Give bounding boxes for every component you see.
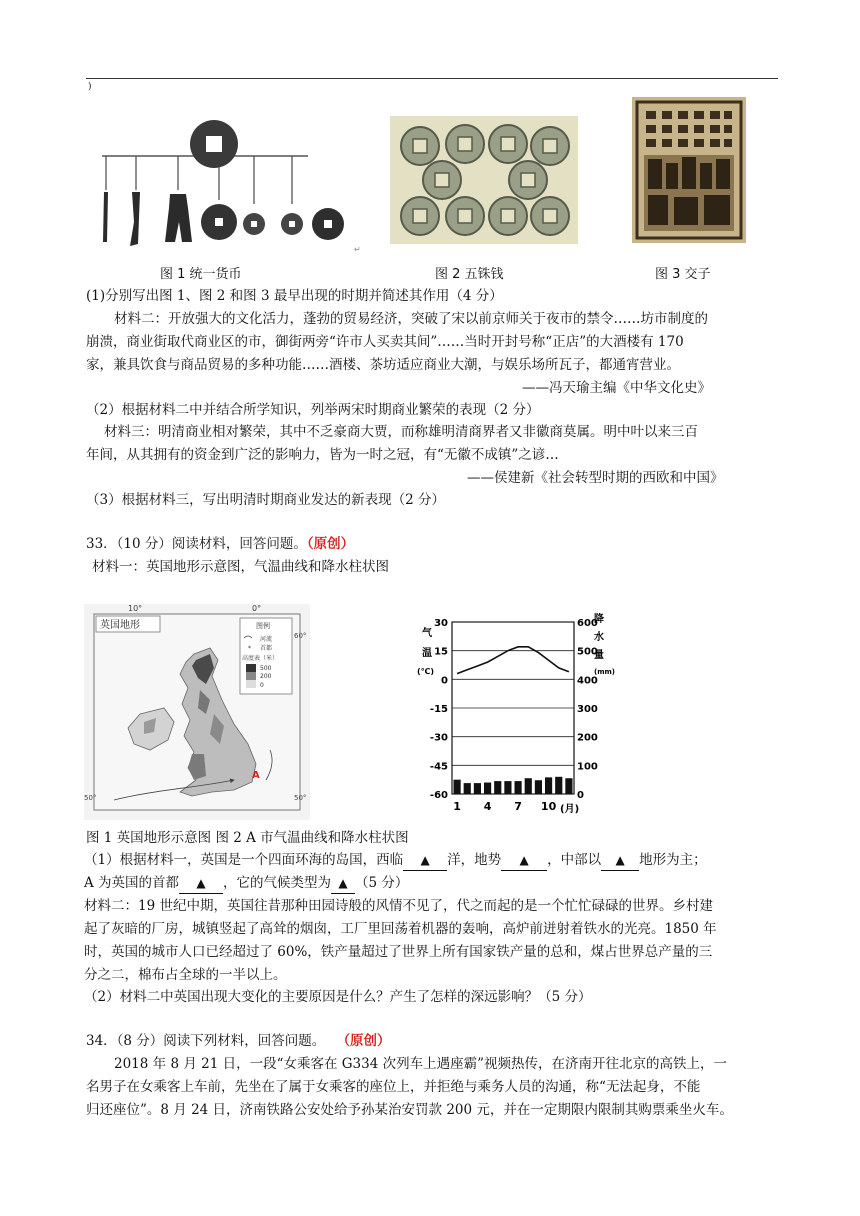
x-tick-label: 4 bbox=[483, 800, 492, 813]
svg-text:*: * bbox=[248, 645, 251, 652]
header-mark: ) bbox=[88, 82, 92, 92]
map-title: 英国地形 bbox=[100, 620, 140, 631]
right-axis-label-1: 降 bbox=[594, 614, 604, 625]
legend-500: 500 bbox=[260, 665, 272, 672]
legend-capital: 首都 bbox=[260, 645, 273, 652]
answer-blank-capital[interactable]: ▲ bbox=[179, 873, 223, 894]
left-tick-label: -15 bbox=[429, 704, 448, 715]
right-axis-label-2: 水 bbox=[594, 632, 604, 643]
x-tick-label: 1 bbox=[453, 800, 461, 813]
q33-heading-text: 33．（10 分）阅读材料，回答问题。 bbox=[86, 536, 307, 552]
q32-question-1: (1)分别写出图 1、图 2 和图 3 最早出现的时期并简述其作用（4 分） bbox=[86, 288, 503, 304]
left-tick-label: 15 bbox=[434, 646, 448, 658]
q33-q1-part-e: A 为英国的首都 bbox=[84, 875, 180, 891]
precip-bar bbox=[535, 780, 542, 794]
q32-material-3-source: ——侯建新《社会转型时期的西欧和中国》 bbox=[467, 470, 724, 486]
map-lat-50: 50° bbox=[84, 794, 97, 802]
right-tick-label: 0 bbox=[577, 790, 584, 801]
uk-map bbox=[84, 604, 310, 820]
precip-bar bbox=[454, 780, 461, 794]
precip-bar bbox=[484, 783, 491, 794]
answer-blank-terrain[interactable]: ▲ bbox=[501, 850, 547, 871]
q34-original-tag: （原创） bbox=[343, 1033, 391, 1049]
left-tick-label: -45 bbox=[429, 761, 448, 773]
precip-bar bbox=[474, 783, 481, 794]
map-lat-60: 60° bbox=[294, 632, 307, 640]
q34-paragraph-line-1: 2018 年 8 月 21 日，一段“女乘客在 G334 次列车上遇座霸”视频热传，在济南开往北京的高铁上，一 bbox=[114, 1056, 728, 1072]
q33-q1-part-d: 地形为主； bbox=[639, 852, 707, 868]
map-lon-0: 0° bbox=[252, 604, 262, 613]
header-rule bbox=[86, 78, 778, 79]
q34-paragraph-line-3: 归还座位”。8 月 24 日，济南铁路公安处给予孙某治安罚款 200 元，并在一定期限内限制其购票乘坐火车。 bbox=[86, 1102, 733, 1118]
right-tick-label: 400 bbox=[577, 675, 598, 687]
q32-material-2-line-1: 材料二：开放强大的文化活力，蓬勃的贸易经济，突破了宋以前京师关于夜市的禁令……坊市制度的 bbox=[114, 311, 708, 327]
q33-material-2-line-3: 时，英国的城市人口已经超过了 60%，铁产量超过了世界上所有国家铁产量的总和，煤占世界总产量的三 bbox=[84, 944, 713, 960]
x-tick-label: 7 bbox=[514, 800, 522, 813]
climate-chart bbox=[414, 608, 615, 820]
svg-text:50°: 50° bbox=[294, 794, 307, 802]
answer-blank-ocean[interactable]: ▲ bbox=[403, 850, 447, 871]
q32-question-2: （2）根据材料二中并结合所学知识，列举两宋时期商业繁荣的表现（2 分） bbox=[86, 402, 540, 418]
right-tick-label: 300 bbox=[577, 704, 598, 715]
precip-bar bbox=[494, 781, 501, 794]
q34-heading-text: 34．（8 分）阅读下列材料，回答问题。 bbox=[86, 1033, 326, 1049]
figure-1-caption: 图 1 统一货币 bbox=[160, 267, 242, 282]
q32-material-2-line-2: 崩溃，商业街取代商业区的市，御街两旁“许市人买卖其间”……当时开封号称“正店”的大酒楼有 170 bbox=[86, 334, 684, 350]
q33-material-2-line-1: 材料二：19 世纪中期，英国往昔那种田园诗般的风情不见了，代之而起的是一个忙忙碌碌的世界。乡村建 bbox=[84, 898, 713, 914]
legend-200: 200 bbox=[260, 673, 272, 680]
legend-title: 图例 bbox=[256, 622, 270, 630]
q32-question-3: （3）根据材料三，写出明清时期商业发达的新表现（2 分） bbox=[86, 492, 445, 508]
answer-blank-climate[interactable]: ▲ bbox=[331, 873, 355, 894]
precip-bar bbox=[525, 778, 532, 794]
q33-heading bbox=[86, 534, 354, 554]
q33-question-1-line-2 bbox=[84, 873, 408, 894]
left-tick-label: -30 bbox=[429, 732, 448, 744]
q33-q1-part-f: ，它的气候类型为 bbox=[223, 875, 332, 891]
q33-q1-part-a: （1）根据材料一，英国是一个四面环海的岛国，西临 bbox=[84, 852, 404, 868]
svg-text:↵: ↵ bbox=[354, 245, 361, 254]
precip-bar bbox=[504, 781, 511, 794]
q33-q1-part-b: 洋，地势 bbox=[447, 852, 502, 868]
q34-heading bbox=[86, 1031, 391, 1051]
q33-figure-caption: 图 1 英国地形示意图 图 2 A 市气温曲线和降水柱状图 bbox=[86, 830, 409, 846]
x-axis-month-label: (月) bbox=[560, 804, 580, 815]
q33-question-2: （2）材料二中英国出现大变化的主要原因是什么？产生了怎样的深远影响？（5 分） bbox=[84, 989, 592, 1005]
left-tick-label: 0 bbox=[441, 675, 448, 687]
precip-bar bbox=[464, 783, 471, 794]
precip-bar bbox=[515, 781, 522, 794]
q33-question-1-line-1 bbox=[84, 850, 707, 871]
right-tick-label: 600 bbox=[577, 618, 598, 629]
map-lon-10: 10° bbox=[128, 604, 143, 613]
answer-blank-landform[interactable]: ▲ bbox=[601, 850, 639, 871]
right-tick-label: 200 bbox=[577, 732, 598, 744]
right-tick-label: 500 bbox=[577, 646, 598, 658]
figure-3-jiaozi bbox=[632, 97, 746, 243]
right-axis-label-3: 量 bbox=[594, 650, 604, 661]
legend-0: 0 bbox=[260, 682, 264, 689]
legend-elevation: 高度表（米） bbox=[242, 655, 279, 662]
q33-q1-part-c: ，中部以 bbox=[547, 852, 602, 868]
q32-material-2-line-3: 家，兼具饮食与商品贸易的多种功能……酒楼、茶坊适应商业大潮，与娱乐场所瓦子，都通宵营业。 bbox=[86, 357, 680, 373]
figure-3-caption: 图 3 交子 bbox=[655, 267, 711, 282]
x-tick-label: 10 bbox=[540, 800, 557, 813]
q32-material-3-line-1: 材料三：明清商业相对繁荣，其中不乏豪商大贾，而称雄明清商界者又非徽商莫属。明中叶以来三百 bbox=[104, 424, 698, 440]
left-axis-label-3: (℃) bbox=[417, 667, 434, 676]
precip-bar bbox=[555, 777, 562, 794]
figure-2-caption: 图 2 五铢钱 bbox=[435, 267, 504, 282]
q33-q1-part-g: （5 分） bbox=[355, 875, 409, 891]
left-tick-label: -60 bbox=[429, 790, 448, 801]
q34-paragraph-line-2: 名男子在女乘客上车前，先坐在了属于女乘客的座位上，并拒绝与乘务人员的沟通，称“无法起身，不能 bbox=[86, 1079, 701, 1095]
q32-material-3-line-2: 年间，从其拥有的资金到广泛的影响力，皆为一时之冠，有“无徽不成镇”之谚… bbox=[86, 447, 559, 463]
map-point-a: A bbox=[252, 770, 260, 781]
q33-original-tag: （原创） bbox=[306, 536, 355, 552]
right-axis-label-4: (mm) bbox=[594, 668, 615, 676]
figure-2-wuzhu-coins bbox=[390, 116, 578, 244]
precip-bar bbox=[565, 778, 572, 794]
legend-river: 河流 bbox=[260, 636, 273, 643]
q32-material-2-source: ——冯天瑜主编《中华文化史》 bbox=[522, 380, 711, 396]
q33-material-2-line-4: 分之二，棉布占全球的一半以上。 bbox=[84, 967, 287, 983]
figure-1-coins bbox=[96, 112, 366, 262]
right-tick-label: 100 bbox=[577, 761, 598, 773]
q33-material-2-line-2: 起了灰暗的厂房，城镇竖起了高耸的烟囱，工厂里回荡着机器的轰响，高炉前迸射着铁水的光亮。1850 年 bbox=[84, 921, 717, 937]
precip-bar bbox=[545, 777, 552, 794]
left-tick-label: 30 bbox=[434, 618, 448, 629]
left-axis-label-2: 温 bbox=[422, 648, 432, 659]
left-axis-label-1: 气 bbox=[422, 628, 432, 639]
q33-material-1: 材料一：英国地形示意图，气温曲线和降水柱状图 bbox=[92, 559, 389, 575]
